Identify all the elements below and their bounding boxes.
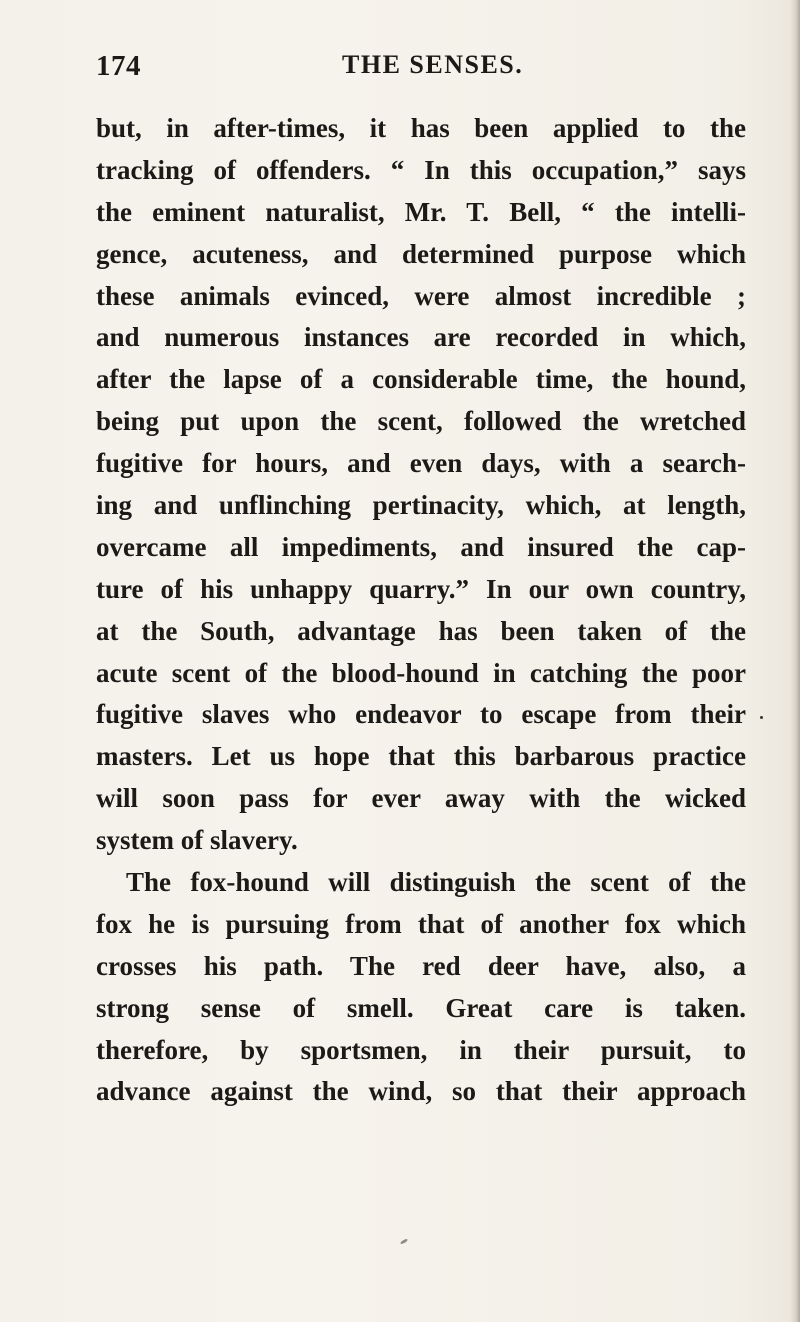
ink-speck	[400, 1238, 408, 1245]
paragraph-end-line: system of slavery.	[96, 825, 298, 856]
text-line: gence, acuteness, and determined purpose which	[96, 238, 746, 269]
text-line: being put upon the scent, followed the wretched	[96, 406, 746, 437]
body-text	[96, 108, 746, 1113]
text-line: the eminent naturalist, Mr. T. Bell, “ the intelli-	[96, 196, 746, 227]
text-line: overcame all impediments, and insured the cap-	[96, 531, 746, 562]
text-line: tracking of offenders. “ In this occupation,” says	[96, 154, 746, 185]
text-line: will soon pass for ever away with the wicked	[96, 783, 746, 814]
paragraph-start-line: The fox-hound will distinguish the scent of the	[126, 867, 746, 898]
text-line: but, in after-times, it has been applied to the	[96, 113, 746, 143]
text-line: crosses his path. The red deer have, also, a	[96, 950, 746, 981]
text-line: ing and unflinching pertinacity, which, at length,	[96, 490, 746, 521]
ink-speck	[760, 716, 763, 719]
text-line: ture of his unhappy quarry.” In our own country,	[96, 573, 746, 604]
text-line: fox he is pursuing from that of another fox which	[96, 908, 746, 939]
text-line: masters. Let us hope that this barbarous practice	[96, 741, 746, 772]
page-edge-shadow	[790, 0, 800, 1322]
text-line: fugitive for hours, and even days, with a search-	[96, 448, 746, 479]
page-header	[96, 50, 746, 90]
text-line: strong sense of smell. Great care is taken.	[96, 992, 746, 1023]
text-line: and numerous instances are recorded in which,	[96, 322, 746, 353]
text-line: at the South, advantage has been taken of the	[96, 615, 746, 646]
running-head: THE SENSES.	[342, 50, 524, 79]
page-number: 174	[96, 50, 141, 82]
text-line: therefore, by sportsmen, in their pursuit, to	[96, 1034, 746, 1065]
text-line: these animals evinced, were almost incredible ;	[96, 280, 746, 311]
text-line: after the lapse of a considerable time, the hound,	[96, 364, 746, 395]
text-line: advance against the wind, so that their approach	[96, 1076, 746, 1107]
text-line: acute scent of the blood-hound in catching the poor	[96, 657, 746, 688]
text-line: fugitive slaves who endeavor to escape from their	[96, 699, 746, 730]
